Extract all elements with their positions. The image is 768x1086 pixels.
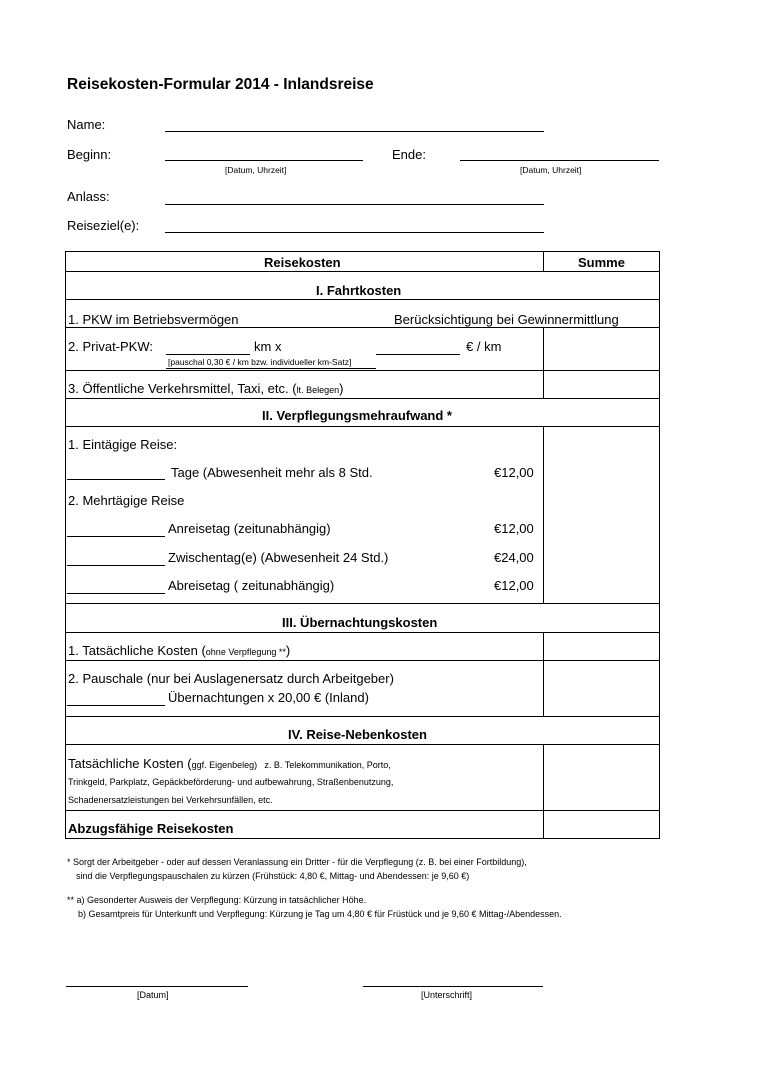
beginn-field[interactable] [165,160,363,161]
reiseziel-field[interactable] [165,232,544,233]
section-uebernachtung-heading: III. Übernachtungskosten [282,615,438,630]
privat-km-field[interactable] [166,354,250,355]
datum-hint: [Datum] [137,990,169,1000]
section-verpflegung-heading: II. Verpflegungsmehraufwand * [262,408,452,423]
pkw-betrieb-note: Berücksichtigung bei Gewinnermittlung [394,312,619,327]
zwischen-amount: €24,00 [494,550,534,565]
km-rate-field[interactable] [376,354,460,355]
name-field[interactable] [165,131,544,132]
beginn-label: Beginn: [67,147,112,162]
anreise-amount: €12,00 [494,521,534,536]
unterschrift-signature-line[interactable] [363,986,543,987]
uebernachtungen-label: Übernachtungen x 20,00 € (Inland) [168,690,369,705]
datum-signature-line[interactable] [66,986,248,987]
abreise-amount: €12,00 [494,578,534,593]
page-title: Reisekosten-Formular 2014 - Inlandsreise [67,76,374,93]
pauschale-label: 2. Pauschale (nur bei Auslagenersatz durch Arbeitgeber) [68,671,394,686]
oeffentlich-label: 3. Öffentliche Verkehrsmittel, Taxi, etc. (lt. Belegen) [68,381,344,396]
anlass-label: Anlass: [67,189,110,204]
footnote-1-line2: sind die Verpflegungspauschalen zu kürzen (Frühstück: 4,80 €, Mittag- und Abendessen: je 9,60 €) [76,871,470,881]
mehrtaegig-label: 2. Mehrtägige Reise [68,493,185,508]
eintaegig-label: 1. Eintägige Reise: [68,437,178,452]
ende-hint: [Datum, Uhrzeit] [520,165,582,175]
anreise-label: Anreisetag (zeitunabhängig) [168,521,331,536]
zwischen-field[interactable] [67,565,165,566]
reiseziel-label: Reiseziel(e): [67,218,140,233]
tage-label: Tage (Abwesenheit mehr als 8 Std. [171,465,373,480]
section-nebenkosten-heading: IV. Reise-Nebenkosten [288,727,427,742]
ende-label: Ende: [392,147,426,162]
col-summe-header: Summe [578,255,625,270]
nebenkosten-line3: Schadenersatzleistungen bei Verkehrsunfällen, etc. [68,795,273,805]
ende-field[interactable] [460,160,659,161]
tage-amount: €12,00 [494,465,534,480]
uebernachtungen-field[interactable] [67,705,165,706]
privat-pkw-label: 2. Privat-PKW: [68,339,154,354]
col-reisekosten-header: Reisekosten [264,255,341,270]
tage-field[interactable] [67,479,165,480]
nebenkosten-line2: Trinkgeld, Parkplatz, Gepäckbeförderung- und aufbewahrung, Straßenbenutzung, [68,777,394,787]
anreise-field[interactable] [67,536,165,537]
pkw-betrieb-label: 1. PKW im Betriebsvermögen [68,312,239,327]
footnote-2-line1: ** a) Gesonderter Ausweis der Verpflegung: Kürzung in tatsächlicher Höhe. [67,895,367,905]
footnote-1-line1: * Sorgt der Arbeitgeber - oder auf dessen Veranlassung ein Dritter - für die Verpflegung (z. B. bei einer Fortbildung), [67,857,527,867]
abreise-label: Abreisetag ( zeitunabhängig) [168,578,335,593]
uebernachtung-tatsaechlich-label: 1. Tatsächliche Kosten (ohne Verpflegung **) [68,643,291,658]
eur-km-label: € / km [466,339,502,354]
unterschrift-hint: [Unterschrift] [421,990,473,1000]
anlass-field[interactable] [165,204,544,205]
abreise-field[interactable] [67,593,165,594]
total-label: Abzugsfähige Reisekosten [68,821,234,836]
footnote-2-line2: b) Gesamtpreis für Unterkunft und Verpflegung: Kürzung je Tag um 4,80 € für Früstück und je 9,60 € Mittag-/Abendessen. [78,909,562,919]
nebenkosten-tatsaechlich-label: Tatsächliche Kosten (ggf. Eigenbeleg) z. B. Telekommunikation, Porto, [68,756,391,771]
zwischen-label: Zwischentag(e) (Abwesenheit 24 Std.) [168,550,389,565]
km-x-label: km x [254,339,282,354]
name-label: Name: [67,117,106,132]
section-fahrtkosten-heading: I. Fahrtkosten [316,283,402,298]
beginn-hint: [Datum, Uhrzeit] [225,165,287,175]
pauschal-hint: [pauschal 0,30 € / km bzw. individueller km-Satz] [168,357,352,367]
